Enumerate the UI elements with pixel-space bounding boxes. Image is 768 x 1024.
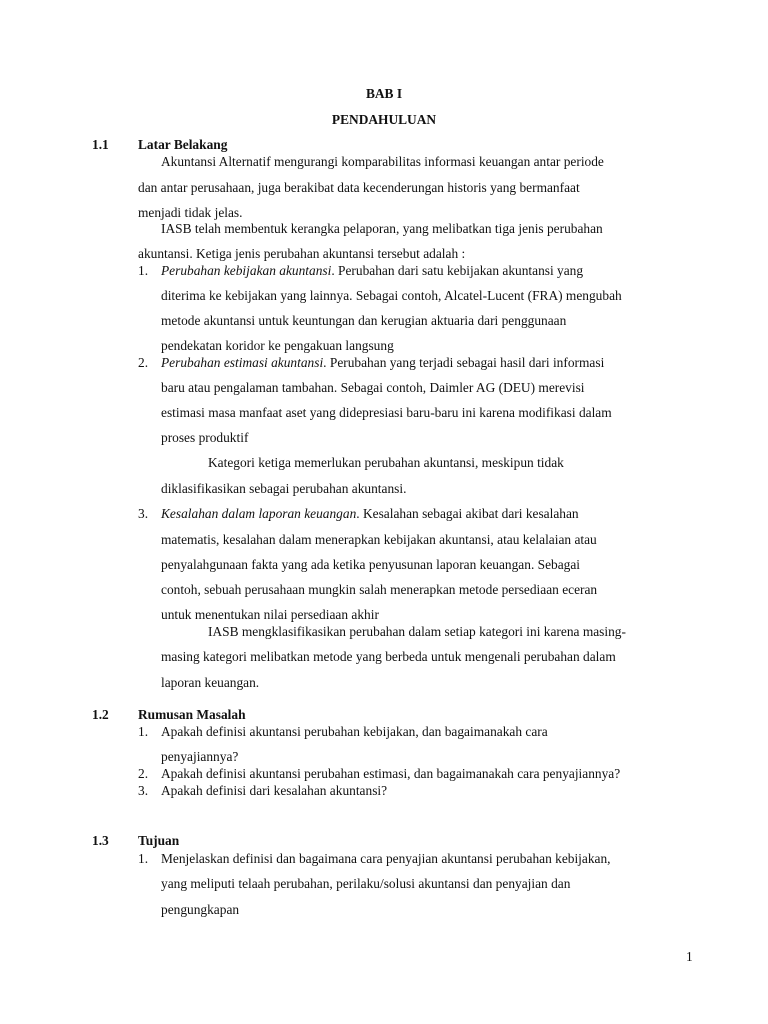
list-item-line: pendekatan koridor ke pengakuan langsung xyxy=(161,338,394,353)
list-item-first-line xyxy=(161,355,604,371)
list-number: 1. xyxy=(138,851,149,866)
list-number: 1. xyxy=(138,263,149,278)
list-number: 3. xyxy=(138,783,149,798)
list-item-line: penyajiannya? xyxy=(161,749,239,764)
list-item-line: penyalahgunaan fakta yang ada ketika penyusunan laporan keuangan. Sebagai xyxy=(161,557,581,572)
list-item-line: contoh, sebuah perusahaan mungkin salah menerapkan metode persediaan eceran xyxy=(161,582,598,597)
page-number: 1 xyxy=(686,949,693,964)
list-item-line: matematis, kesalahan dalam menerapkan kebijakan akuntansi, atau kelalaian atau xyxy=(161,532,597,547)
list-item-line: estimasi masa manfaat aset yang didepresiasi baru-baru ini karena modifikasi dalam xyxy=(161,405,612,420)
list-number: 2. xyxy=(138,355,149,370)
list-number: 2. xyxy=(138,766,149,781)
list-item-line: yang meliputi telaah perubahan, perilaku/solusi akuntansi dan penyajian dan xyxy=(161,876,571,891)
list-item-text: . Kesalahan sebagai akibat dari kesalahan xyxy=(356,506,579,521)
list-item-line: Apakah definisi akuntansi perubahan estimasi, dan bagaimanakah cara penyajiannya? xyxy=(161,766,621,781)
list-item-text: . Perubahan yang terjadi sebagai hasil dari informasi xyxy=(323,355,605,370)
paragraph-line: dan antar perusahaan, juga berakibat data kecenderungan historis yang bermanfaat xyxy=(138,180,580,195)
section-title: Rumusan Masalah xyxy=(138,707,246,722)
note-line: diklasifikasikan sebagai perubahan akuntansi. xyxy=(161,481,407,496)
chapter-title: PENDAHULUAN xyxy=(331,112,437,127)
list-item-line: proses produktif xyxy=(161,430,249,445)
list-item-line: metode akuntansi untuk keuntungan dan kerugian aktuaria dari penggunaan xyxy=(161,313,567,328)
list-number: 1. xyxy=(138,724,149,739)
list-item-line: baru atau pengalaman tambahan. Sebagai contoh, Daimler AG (DEU) merevisi xyxy=(161,380,585,395)
list-item-first-line xyxy=(161,506,579,522)
paragraph-line: IASB telah membentuk kerangka pelaporan, yang melibatkan tiga jenis perubahan xyxy=(161,221,603,236)
list-item-term: Perubahan kebijakan akuntansi xyxy=(161,263,332,278)
list-item-text: . Perubahan dari satu kebijakan akuntansi yang xyxy=(331,263,584,278)
section-number: 1.1 xyxy=(92,137,109,152)
list-item-line: pengungkapan xyxy=(161,902,240,917)
list-item-line: Apakah definisi akuntansi perubahan kebijakan, dan bagaimanakah cara xyxy=(161,724,548,739)
note-line: IASB mengklasifikasikan perubahan dalam setiap kategori ini karena masing- xyxy=(208,624,626,639)
section-number: 1.3 xyxy=(92,833,109,848)
paragraph-line: menjadi tidak jelas. xyxy=(138,205,243,220)
list-item-term: Perubahan estimasi akuntansi xyxy=(161,355,324,370)
chapter-number: BAB I xyxy=(365,86,403,101)
note-line: Kategori ketiga memerlukan perubahan akuntansi, meskipun tidak xyxy=(208,455,564,470)
list-item-line: untuk menentukan nilai persediaan akhir xyxy=(161,607,379,622)
note-line: masing kategori melibatkan metode yang berbeda untuk mengenali perubahan dalam xyxy=(161,649,616,664)
list-number: 3. xyxy=(138,506,149,521)
list-item-first-line xyxy=(161,263,583,279)
paragraph-line: Akuntansi Alternatif mengurangi komparabilitas informasi keuangan antar periode xyxy=(161,154,604,169)
note-line: laporan keuangan. xyxy=(161,675,260,690)
list-item-term: Kesalahan dalam laporan keuangan xyxy=(161,506,357,521)
section-title: Latar Belakang xyxy=(138,137,228,152)
paragraph-line: akuntansi. Ketiga jenis perubahan akuntansi tersebut adalah : xyxy=(138,246,466,261)
section-title: Tujuan xyxy=(138,833,180,848)
list-item-line: Apakah definisi dari kesalahan akuntansi? xyxy=(161,783,388,798)
section-number: 1.2 xyxy=(92,707,109,722)
list-item-line: diterima ke kebijakan yang lainnya. Sebagai contoh, Alcatel-Lucent (FRA) mengubah xyxy=(161,288,622,303)
list-item-line: Menjelaskan definisi dan bagaimana cara penyajian akuntansi perubahan kebijakan, xyxy=(161,851,611,866)
